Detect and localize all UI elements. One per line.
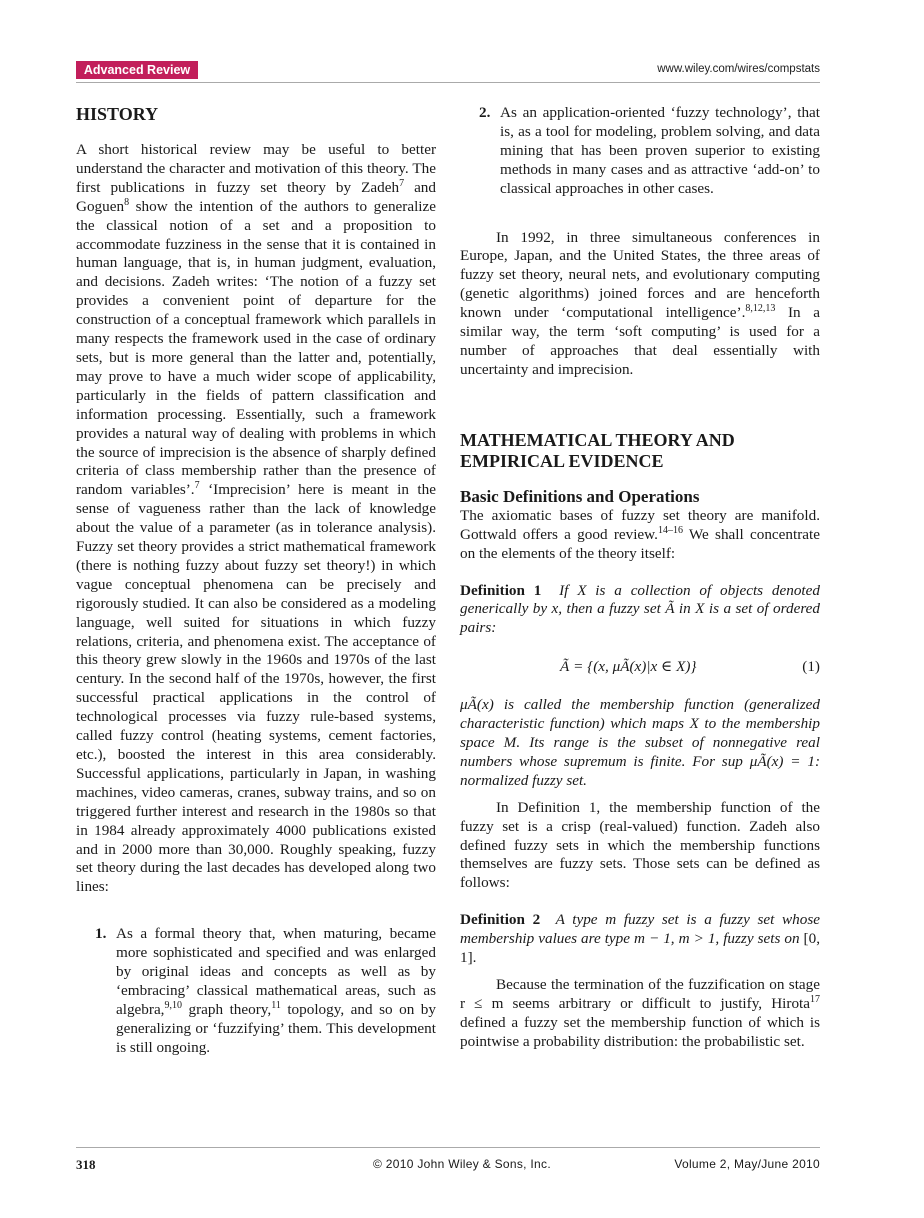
text-run: graph theory, (181, 1000, 272, 1018)
page-number: 318 (76, 1157, 96, 1172)
definition-label: Definition 2 (460, 911, 541, 929)
subsection-heading: Basic Definitions and Operations (460, 486, 700, 506)
math-paragraph-3: In Definition 1, the membership function of the fuzzy set is a crisp (real-valued) function. Zadeh also defined fuzzy sets in which the membership functions themselves are fuzzy sets. Those sets can be defined as follows: (460, 798, 820, 892)
reference-marker: 7 (399, 177, 405, 189)
text-run: [0, 1]. (460, 930, 820, 967)
equation-formula: Ã = {(x, μÃ(x)|x ∈ X)} (560, 658, 697, 676)
right-column (460, 104, 820, 1052)
math-paragraph-4 (460, 976, 820, 1052)
text-run: ‘Imprecision’ here is meant in the sense of vagueness rather than the lack of knowledge about the value of a parameter (as in tolerance analysis). Fuzzy set theory provides a strict mathematical framework (there is nothing fuzzy about fuzzy set theory!) in which vague conceptual phenomena can be precisely and rigorously studied. It can also be considered as a modeling language, well suited for situations in which fuzzy relations, criteria, and phenomena exist. The acceptance of this theory grew slowly in the 1960s and 1970s of the last century. In the second half of the 1970s, however, the first successful practical applications in the control of technological processes via fuzzy rule-based systems, called fuzzy control (heating systems, cement factories, etc.), boosted the interest in this area considerably. Successful applications, particularly in Japan, in washing machines, video cameras, cranes, subway trains, and so on triggered further interest and research in the 1980s so that in 1984 already approximately 4000 publications existed and in 2000 more than 30,000. Roughly speaking, fuzzy set theory during the last decades has developed along two lines: (76, 481, 436, 896)
left-column (76, 104, 436, 1058)
list-number: 1. (95, 925, 107, 943)
page-header (0, 0, 924, 90)
list-item (460, 104, 820, 199)
heading-line: MATHEMATICAL THEORY AND (460, 429, 735, 450)
reference-marker: 17 (810, 993, 820, 1005)
reference-marker: 7 (194, 480, 200, 492)
text-run: topology, and so on by generalizing or ‘fuzzifying’ them. This development is still ongoing. (116, 1000, 436, 1056)
text-run: Because the termination of the fuzzification on stage r ≤ m seems arbitrary or difficult to justify, Hirota (460, 976, 820, 1012)
text-run: As a formal theory that, when maturing, became more sophisticated and specified and was enlarged by original ideas and concepts as well as by ‘embracing’ classical mathematical areas, such as algebra, (116, 925, 436, 1018)
development-lines-list (76, 925, 436, 1057)
section-heading-history: HISTORY (76, 104, 159, 124)
text-run: We shall concentrate on the elements of the theory itself: (460, 525, 820, 562)
volume-info: Volume 2, May/June 2010 (674, 1157, 820, 1171)
list-number: 2. (479, 104, 491, 121)
reference-marker: 8,12,13 (745, 303, 776, 315)
text-run: A short historical review may be useful to better understand the character and motivation of this theory. The first publications in fuzzy set theory by Zadeh (76, 141, 436, 196)
section-heading-math (460, 430, 820, 472)
text-run: As an application-oriented ‘fuzzy technology’, that is, as a tool for modeling, problem solving, and data mining that has been proven superior to existing methods in many cases and as attractive ‘add-on’ to classical approaches in other cases. (500, 104, 820, 197)
text-run: In a similar way, the term ‘soft computing’ is used for a number of approaches that deal essentially with uncertainty and imprecision. (460, 304, 820, 378)
heading-line: EMPIRICAL EVIDENCE (460, 450, 664, 471)
text-run: defined a fuzzy set the membership function of which is pointwise a probability distribution: the probabilistic set. (460, 1013, 820, 1050)
math-intro-paragraph (460, 507, 820, 564)
reference-marker: 8 (124, 196, 130, 208)
reference-marker: 14–16 (657, 524, 683, 536)
definition-1-continuation (460, 696, 820, 791)
text-run: If X is a collection of objects denoted generically by x, then a fuzzy set Ã in X is a set of ordered pairs: (460, 581, 820, 637)
header-divider (76, 82, 820, 83)
text-run: The axiomatic bases of fuzzy set theory are manifold. Gottwald offers a good review. (460, 506, 820, 543)
list-item (76, 925, 436, 1057)
text-run: is called the membership function (generalized characteristic function) which maps X to the membership space M. Its range is the subset of nonnegative real numbers whose supremum is finite. For sup (460, 696, 820, 770)
footer-divider (76, 1147, 820, 1148)
history-paragraph-1 (76, 141, 436, 897)
copyright-notice: © 2010 John Wiley & Sons, Inc. (373, 1157, 551, 1171)
text-run: : normalized fuzzy set. (460, 752, 820, 789)
development-lines-list-cont (460, 104, 820, 199)
math-symbol: μÃ(x) (460, 696, 494, 714)
reference-marker: 9,10 (164, 999, 182, 1011)
math-symbol: μÃ(x) = 1 (749, 752, 815, 770)
definition-2 (460, 911, 820, 968)
text-run: In 1992, in three simultaneous conferences in Europe, Japan, and the United States, the three areas of fuzzy set theory, neural nets, and evolutionary computing (genetic algorithms) joined forces and are henceforth known under ‘computational intelligence’. (460, 228, 820, 322)
journal-url: www.wiley.com/wires/compstats (657, 63, 820, 75)
text-run: and Goguen (76, 178, 436, 215)
text-run: show the intention of the authors to generalize the classical notion of a set and a proposition to accommodate fuzziness in the sense that it is contained in human language, that is, in human judgment, evaluation, and decisions. Zadeh writes: ‘The notion of a fuzzy set provides a convenient point of departure for the construction of a conceptual framework which parallels in many respects the framework used in the case of ordinary sets, but is more general than the latter and, potentially, may prove to have a much wider scope of applicability, particularly in the fields of pattern classification and information processing. Essentially, such a framework provides a natural way of dealing with problems in which the source of imprecision is the absence of sharply defined criteria of class membership rather than the presence of random variables’. (76, 197, 436, 499)
history-paragraph-2 (460, 229, 820, 380)
definition-1 (460, 582, 820, 639)
definition-label: Definition 1 (460, 581, 542, 599)
reference-marker: 11 (271, 999, 281, 1011)
article-type-badge: Advanced Review (76, 61, 198, 79)
text-run: A type m fuzzy set is a fuzzy set whose membership values are type m − 1, m > 1, fuzzy sets on (460, 911, 820, 948)
equation-number: (1) (802, 658, 820, 676)
equation-1 (460, 654, 820, 680)
